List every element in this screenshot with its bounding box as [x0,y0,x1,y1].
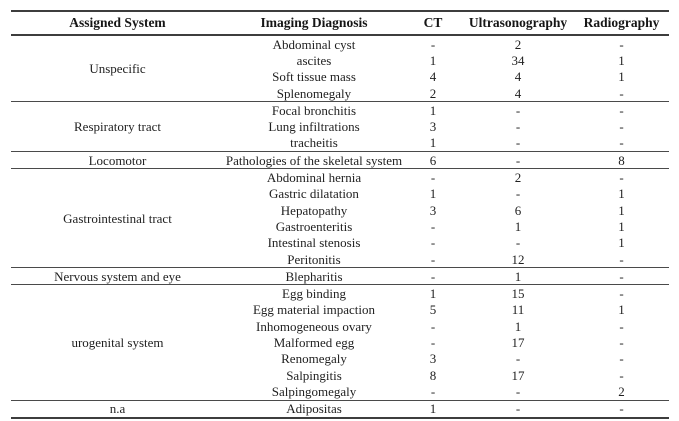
diagnosis-table-container [11,10,669,419]
ultrasonography-value-cell: 17 [511,334,525,350]
table-row [11,102,669,119]
diagnosis-cell: Malformed egg [273,334,355,350]
diagnosis-cell: Peritonitis [287,251,341,267]
ultrasonography-value-cell: - [515,351,521,367]
radiography-value-cell: 1 [618,302,625,318]
diagnosis-cell: Salpingomegaly [271,383,357,399]
ct-value-cell: - [430,235,436,251]
table-row [11,152,669,169]
diagnosis-cell: Soft tissue mass [272,69,356,85]
radiography-value-cell: - [574,169,669,186]
diagnosis-cell: Lung infiltrations [268,119,360,135]
imaging-diagnosis-table [11,10,669,419]
assigned-system-cell: Nervous system and eye [11,268,224,285]
radiography-value-cell: 8 [574,152,669,169]
ct-value-cell: - [404,268,462,285]
assigned-system-cell: urogenital system [11,285,224,400]
ct-value-cell: 3 [429,202,437,218]
ultrasonography-value-cell: 4 [514,69,522,85]
diagnosis-cell: Intestinal stenosis [267,235,361,251]
diagnosis-cell: Egg binding [224,285,404,302]
ultrasonography-value-cell: - [462,152,574,169]
ct-value-cell: - [430,334,436,350]
table-row [11,169,669,186]
ultrasonography-value-cell: 2 [514,36,522,52]
radiography-value-cell: - [619,367,624,383]
ultrasonography-value-cell: 12 [511,251,525,267]
table-row [11,285,669,302]
diagnosis-cell: Salpingitis [286,367,342,383]
diagnosis-cell: Gastric dilatation [269,186,359,202]
diagnosis-cell: Abdominal cyst [272,36,356,52]
radiography-value-cell: - [574,285,669,302]
ultrasonography-value-cell: 2 [462,169,574,186]
diagnosis-cell: Adipositas [224,400,404,418]
ct-value-cell: - [404,169,462,186]
assigned-system-cell: Gastrointestinal tract [11,169,224,268]
ultrasonography-value-cell: 1 [514,218,522,234]
ct-value-cell: 2 [429,85,437,101]
radiography-value-cell: - [619,119,624,135]
ct-value-cell: 6 [404,152,462,169]
radiography-value-cell: - [574,102,669,119]
table-body [11,35,669,418]
ultrasonography-value-cell: - [515,186,521,202]
ct-value-cell: 1 [429,52,437,68]
radiography-value-cell: - [619,334,624,350]
radiography-value-cell: 1 [618,202,625,218]
diagnosis-cell: ascites [296,52,332,68]
ultrasonography-value-cell: 11 [511,302,525,318]
ct-value-cell: - [430,218,436,234]
ultrasonography-value-cell: - [515,235,521,251]
table-row [11,268,669,285]
ultrasonography-value-cell: - [515,383,521,399]
ct-value-cell: 1 [404,102,462,119]
ultrasonography-value-cell: 34 [511,52,525,68]
ultrasonography-value-cell: 15 [462,285,574,302]
radiography-value-cell: 1 [618,218,625,234]
ct-value-cell: 4 [429,69,437,85]
ultrasonography-value-cell: 1 [514,318,522,334]
ct-value-cell: 1 [429,135,437,151]
diagnosis-cell: Hepatopathy [280,202,348,218]
header-row [11,11,669,35]
radiography-value-cell: - [619,85,624,101]
ultrasonography-value-cell: 6 [514,202,522,218]
radiography-value-cell: - [619,251,624,267]
diagnosis-cell: tracheitis [290,135,338,151]
column-header-ultrasonography: Ultrasonography [462,11,574,35]
table-header [11,11,669,35]
ct-value-cell: 5 [429,302,437,318]
ct-value-cell: 1 [404,400,462,418]
assigned-system-cell: Respiratory tract [11,102,224,152]
radiography-value-cell: - [619,36,624,52]
ultrasonography-value-cell: - [515,119,521,135]
ct-value-cell: 3 [429,119,437,135]
ct-value-cell: - [430,36,436,52]
column-header-imaging-diagnosis: Imaging Diagnosis [224,11,404,35]
assigned-system-cell: Unspecific [89,61,146,77]
ultrasonography-value-cell: 17 [511,367,525,383]
radiography-value-cell: - [574,268,669,285]
radiography-value-cell: - [619,351,624,367]
diagnosis-cell: Splenomegaly [276,85,352,101]
assigned-system-cell: Locomotor [11,152,224,169]
ct-value-cell: - [430,318,436,334]
radiography-value-cell: 1 [618,69,625,85]
ct-value-cell: 1 [429,186,437,202]
diagnosis-cell: Gastroenteritis [275,218,353,234]
column-header-assigned-system: Assigned System [11,11,224,35]
diagnosis-cell: Inhomogeneous ovary [256,318,372,334]
table-row [11,35,669,52]
diagnosis-cell: Blepharitis [224,268,404,285]
radiography-value-cell: 1 [618,52,625,68]
radiography-value-cell: - [574,400,669,418]
diagnosis-cell: Focal bronchitis [224,102,404,119]
table-row [11,400,669,418]
ultrasonography-value-cell: 1 [462,268,574,285]
ct-value-cell: - [430,383,436,399]
radiography-value-cell: - [619,318,624,334]
radiography-value-cell: 2 [618,383,625,399]
ct-value-cell: - [430,251,436,267]
radiography-value-cell: - [619,135,624,151]
diagnosis-cell: Pathologies of the skeletal system [225,152,403,168]
ultrasonography-value-cell: - [462,400,574,418]
diagnosis-cell: Renomegaly [281,351,347,367]
column-header-ct: CT [404,11,462,35]
assigned-system-cell: n.a [11,400,224,418]
ct-value-cell: 8 [429,367,437,383]
ultrasonography-value-cell: 4 [514,85,522,101]
ultrasonography-value-cell: - [515,135,521,151]
ct-value-cell: 1 [404,285,462,302]
diagnosis-cell: Egg material impaction [252,302,375,318]
ultrasonography-value-cell: - [462,102,574,119]
radiography-value-cell: 1 [618,235,625,251]
diagnosis-cell: Abdominal hernia [224,169,404,186]
radiography-value-cell: 1 [618,186,625,202]
ct-value-cell: 3 [429,351,437,367]
column-header-radiography: Radiography [574,11,669,35]
